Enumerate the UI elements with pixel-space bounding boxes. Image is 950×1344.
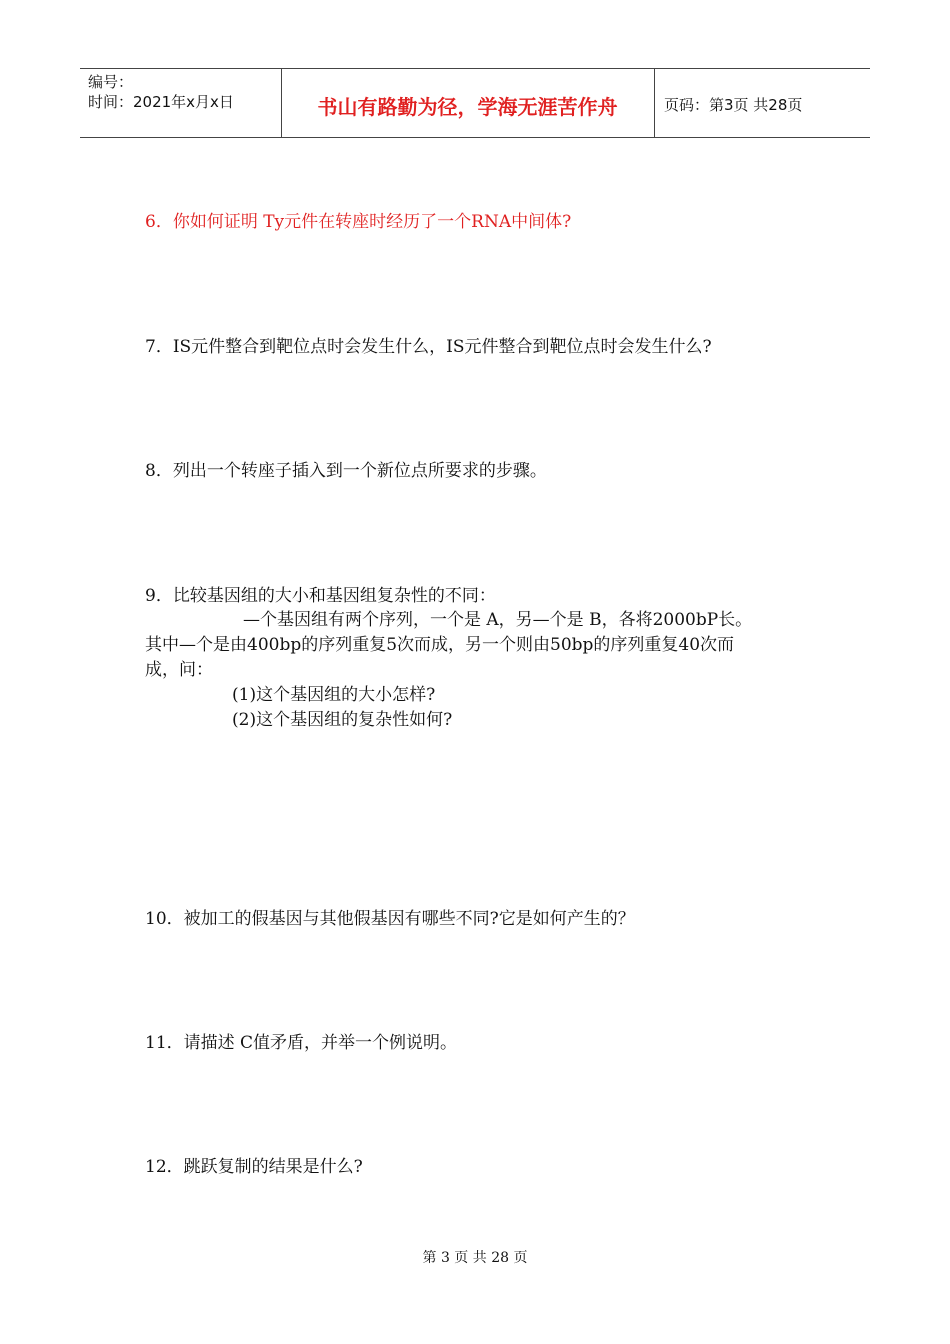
header-page-info: 页码：第3页 共28页	[664, 96, 803, 114]
question-10: 10．被加工的假基因与其他假基因有哪些不同?它是如何产生的？	[145, 909, 635, 929]
question-9-line-3: 成，问：	[145, 660, 213, 680]
question-7: 7．IS元件整合到靶位点时会发生什么，IS元件整合到靶位点时会发生什么?	[145, 337, 712, 357]
question-11: 11．请描述 C值矛盾，并举一个例说明。	[145, 1033, 458, 1053]
document-date-label: 时间：2021年x月x日	[88, 93, 234, 111]
header-info-cell	[80, 69, 282, 137]
header-motto: 书山有路勤为径，学海无涯苦作舟	[317, 95, 618, 119]
question-9-line-1: —个基因组有两个序列，一个是 A，另—个是 B，各将2000bP长。	[243, 610, 753, 630]
question-9-line-2: 其中—个是由400bp的序列重复5次而成，另一个则由50bp的序列重复40次而	[145, 635, 735, 655]
header-page-cell	[654, 69, 870, 137]
page-footer: 第 3 页 共 28 页	[422, 1250, 528, 1266]
question-9-title: 9．比较基因组的大小和基因组复杂性的不同：	[145, 586, 496, 606]
header-motto-cell	[281, 69, 655, 137]
question-9-sub-2: (2)这个基因组的复杂性如何?	[232, 710, 453, 730]
document-code-label: 编号：	[88, 73, 134, 91]
question-8: 8．列出一个转座子插入到一个新位点所要求的步骤。	[145, 461, 547, 481]
page-header	[80, 68, 870, 138]
question-6: 6．你如何证明 Ty元件在转座时经历了一个RNA中间体?	[145, 212, 572, 232]
question-12: 12．跳跃复制的结果是什么?	[145, 1157, 363, 1177]
question-9-sub-1: (1)这个基因组的大小怎样?	[232, 685, 436, 705]
